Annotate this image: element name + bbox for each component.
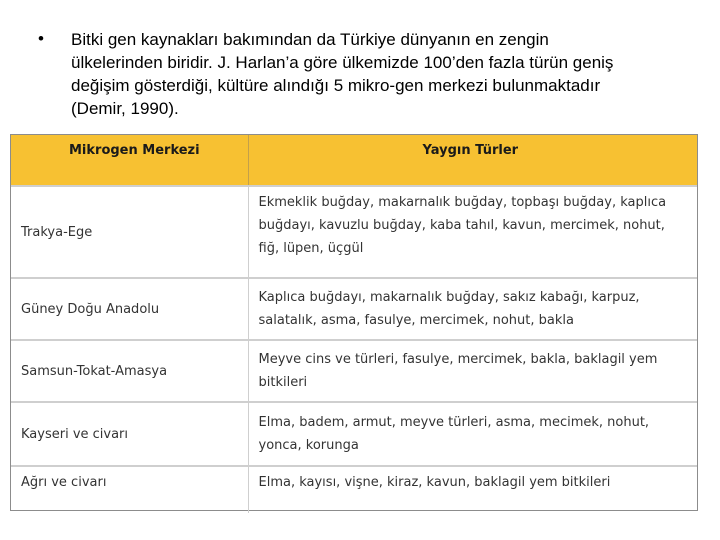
table-row [11, 186, 697, 278]
table-row [11, 466, 697, 513]
intro-line-1: Bitki gen kaynakları bakımından da Türkiye dünyanın en zengin [71, 30, 549, 49]
species-cell: Meyve cins ve türleri, fasulye, mercimek, bakla, baklagil yem bitkileri [248, 340, 697, 402]
intro-line-2: ülkelerinden biridir. J. Harlan’a göre ülkemizde 100’den fazla türün geniş [71, 53, 614, 72]
table-row [11, 402, 697, 466]
region-cell: Trakya-Ege [11, 186, 248, 278]
intro-paragraph [71, 28, 711, 120]
species-cell: Kaplıca buğdayı, makarnalık buğday, sakız kabağı, karpuz, salatalık, asma, fasulye, mercimek, nohut, bakla [248, 278, 697, 340]
header-microgene-center: Mikrogen Merkezi [11, 135, 248, 186]
region-cell: Kayseri ve civarı [11, 402, 248, 466]
table-row [11, 278, 697, 340]
species-cell: Ekmeklik buğday, makarnalık buğday, topbaşı buğday, kaplıca buğdayı, kavuzlu buğday, kaba tahıl, kavun, mercimek, nohut, fiğ, lüpen, üçgül [248, 186, 697, 278]
intro-line-3: değişim gösterdiği, kültüre alındığı 5 mikro-gen merkezi bulunmaktadır [71, 76, 601, 95]
bullet-marker: • [38, 29, 44, 48]
species-cell: Elma, badem, armut, meyve türleri, asma, mecimek, nohut, yonca, korunga [248, 402, 697, 466]
species-cell: Elma, kayısı, vişne, kiraz, kavun, baklagil yem bitkileri [248, 466, 697, 513]
region-cell: Ağrı ve civarı [11, 466, 248, 513]
intro-line-4: (Demir, 1990). [71, 99, 179, 118]
table-header-row [11, 135, 697, 186]
microgene-centers-table [10, 134, 698, 511]
region-cell: Güney Doğu Anadolu [11, 278, 248, 340]
table-row [11, 340, 697, 402]
region-cell: Samsun-Tokat-Amasya [11, 340, 248, 402]
header-common-species: Yaygın Türler [248, 135, 697, 186]
